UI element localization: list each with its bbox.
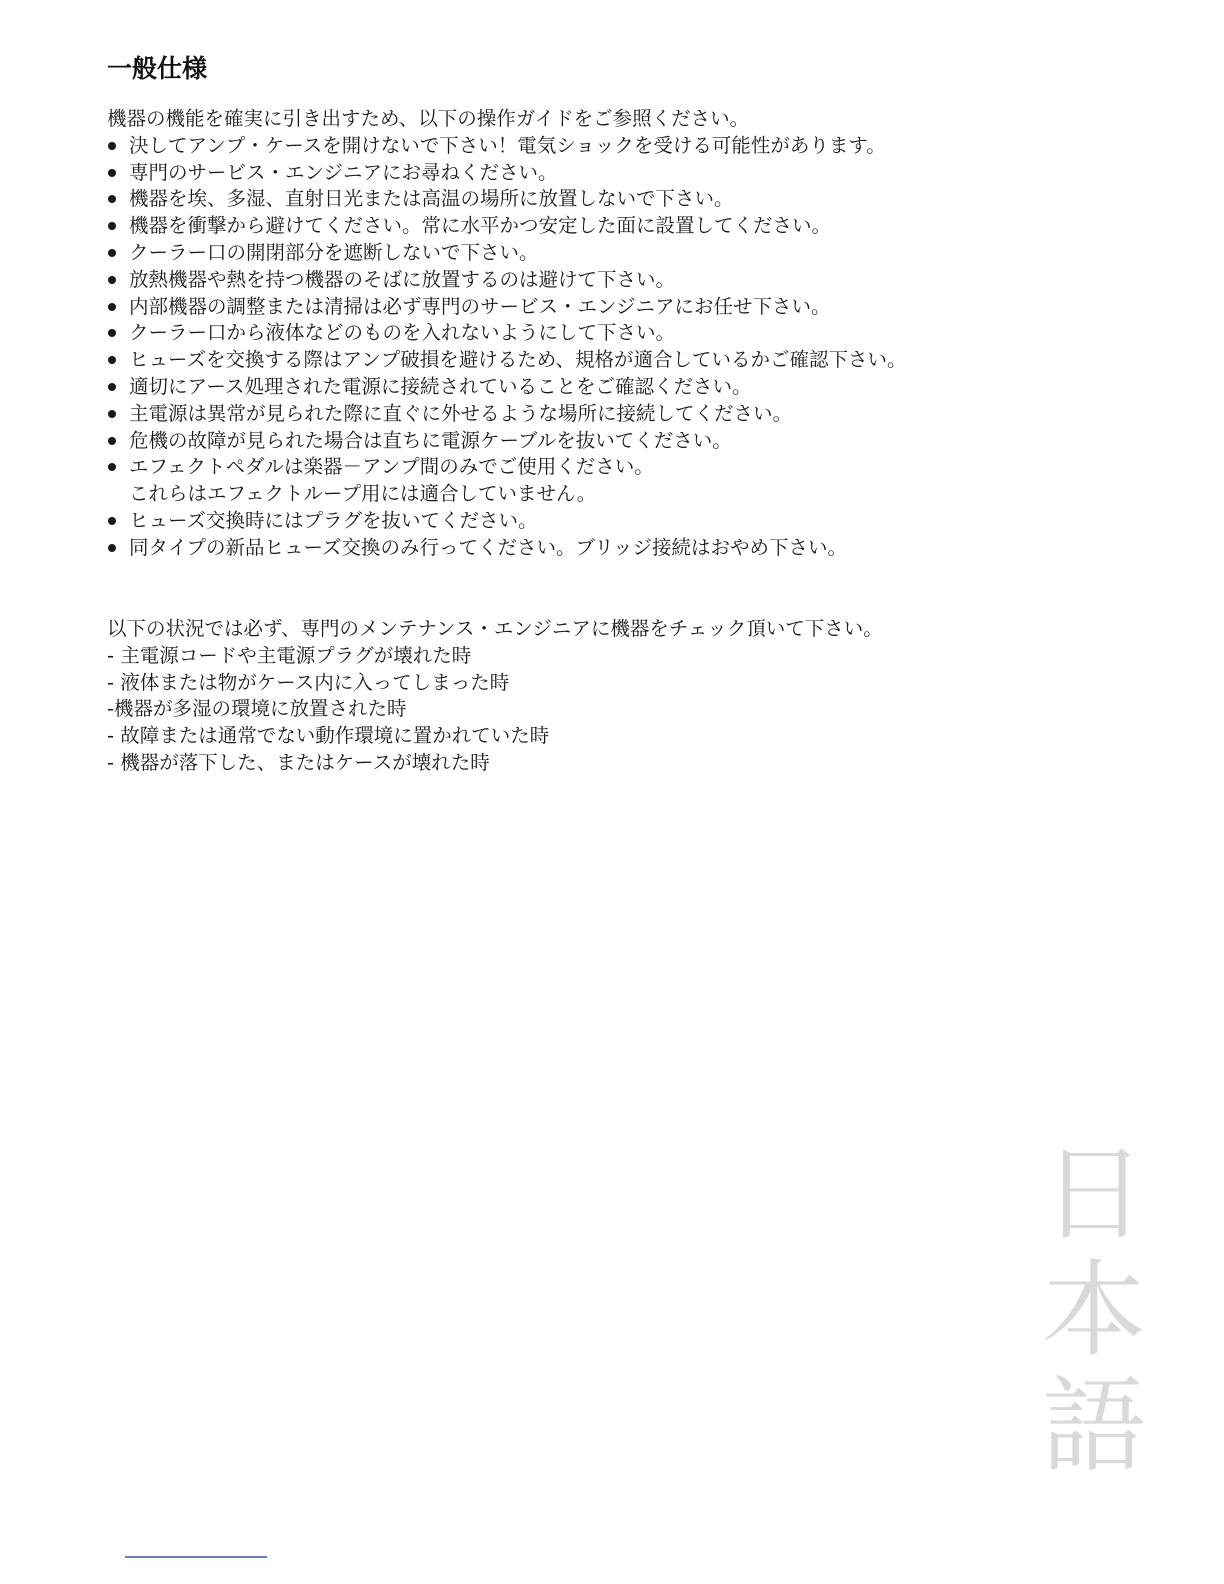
bullet-icon (108, 410, 116, 418)
list-item: 内部機器の調整または清掃は必ず専門のサービス・エンジニアにお任せ下さい。 (107, 294, 906, 321)
intro-text: 機器の機能を確実に引き出すため、以下の操作ガイドをご参照ください。 (107, 107, 750, 130)
bullet-icon (108, 249, 116, 257)
list-item: ヒューズ交換時にはプラグを抜いてください。 (107, 508, 906, 535)
list-item: - 液体または物がケース内に入ってしまった時 (107, 670, 510, 694)
list-item: 決してアンプ・ケースを開けないで下さい！電気ショックを受ける可能性があります。 (107, 133, 906, 160)
bullet-icon (108, 195, 116, 203)
list-item: 適切にアース処理された電源に接続されていることをご確認ください。 (107, 374, 906, 401)
list-item: -機器が多湿の環境に放置された時 (107, 697, 407, 721)
bullet-icon (108, 303, 116, 311)
inspection-section (107, 616, 883, 777)
list-item: 機器を衝撃から避けてください。常に水平かつ安定した面に設置してください。 (107, 213, 906, 240)
list-item: 主電源は異常が見られた際に直ぐに外せるような場所に接続してください。 (107, 401, 906, 428)
inspection-intro-text: 以下の状況では必ず、専門のメンテナンス・エンジニアに機器をチェック頂いて下さい。 (107, 617, 883, 640)
list-item-continuation: これらはエフェクトループ用には適合していません。 (129, 482, 597, 506)
dash-marker: - (107, 724, 121, 748)
bullet-icon (108, 169, 116, 177)
bullet-icon (108, 437, 116, 445)
inspection-list (107, 643, 883, 777)
dash-marker: - (107, 643, 121, 667)
list-item: 危機の故障が見られた場合は直ちに電源ケーブルを抜いてください。 (107, 428, 906, 455)
page-title: 一般仕様 (107, 54, 208, 83)
bullet-icon (108, 544, 116, 552)
bullet-icon (108, 517, 116, 525)
bullet-icon (108, 142, 116, 150)
list-item: - 故障または通常でない動作環境に置かれていた時 (107, 724, 550, 748)
footer-divider (125, 1556, 267, 1558)
list-item: ヒューズを交換する際はアンプ破損を避けるため、規格が適合しているかご確認下さい。 (107, 347, 906, 374)
bullet-icon (108, 383, 116, 391)
bullet-icon (108, 356, 116, 364)
list-item: エフェクトペダルは楽器－アンプ間のみでご使用ください。 これらはエフェクトループ用には適合していません。 (107, 454, 906, 508)
bullet-icon (108, 276, 116, 284)
list-item: 同タイプの新品ヒューズ交換のみ行ってください。ブリッジ接続はおやめ下さい。 (107, 535, 906, 562)
list-item: クーラー口から液体などのものを入れないようにして下さい。 (107, 320, 906, 347)
general-precautions-section (107, 106, 906, 562)
dash-marker: - (107, 670, 121, 694)
list-item: - 主電源コードや主電源プラグが壊れた時 (107, 643, 472, 667)
language-side-tab: 日本語 (1042, 1133, 1147, 1487)
dash-marker: - (107, 697, 115, 721)
precautions-list (107, 133, 906, 562)
list-item: 専門のサービス・エンジニアにお尋ねください。 (107, 160, 906, 187)
dash-marker: - (107, 750, 121, 774)
bullet-icon (108, 463, 116, 471)
list-item: 機器を埃、多湿、直射日光または高温の場所に放置しないで下さい。 (107, 186, 906, 213)
bullet-icon (108, 222, 116, 230)
list-item: - 機器が落下した、またはケースが壊れた時 (107, 750, 490, 774)
list-item: クーラー口の開閉部分を遮断しないで下さい。 (107, 240, 906, 267)
list-item: 放熱機器や熱を持つ機器のそばに放置するのは避けて下さい。 (107, 267, 906, 294)
bullet-icon (108, 329, 116, 337)
